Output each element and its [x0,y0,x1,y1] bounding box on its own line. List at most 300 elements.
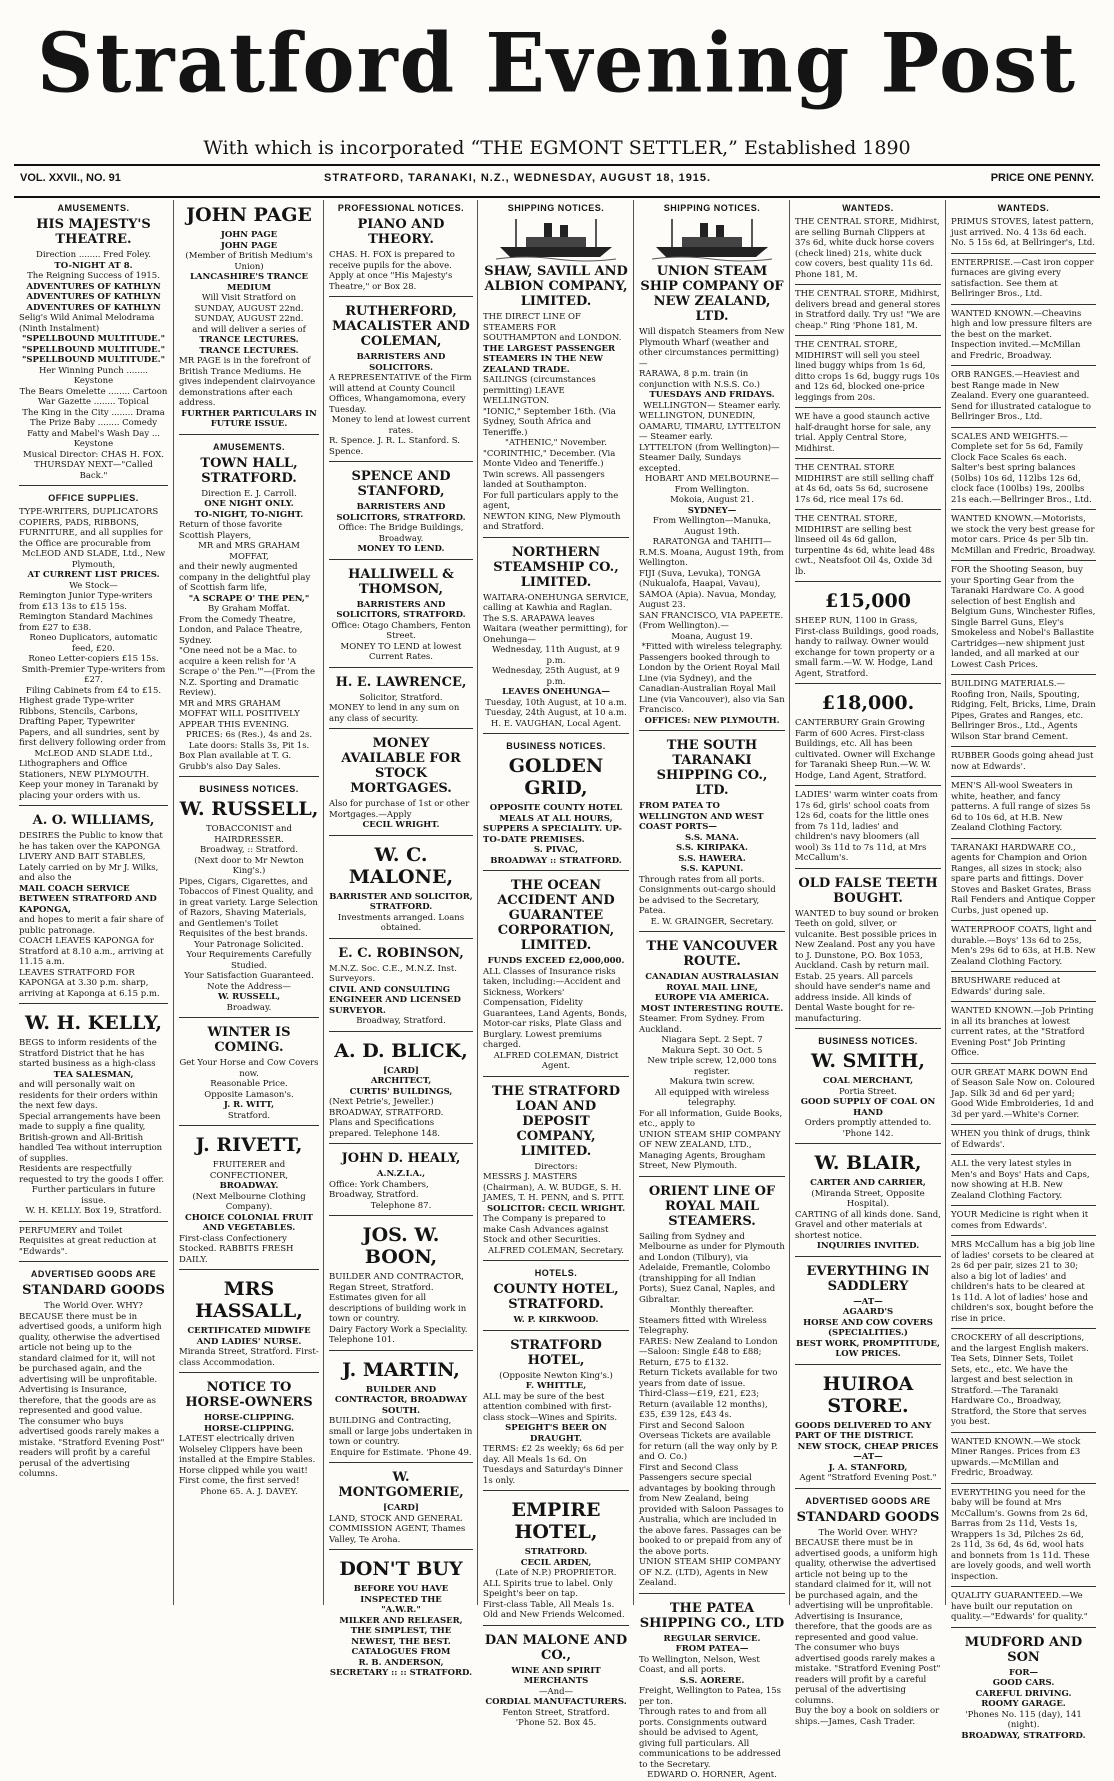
ad-text-line: PRICES: 6s (Res.), 4s and 2s. [185,730,313,740]
ad-text-line: Office: York Chambers, Broadway, Stratford. [329,1179,429,1200]
ad-text-line: PRIMUS STOVES, latest pattern, just arrived. No. 4 13s 6d each. No. 5 15s 6d, at Bellringer's, Ltd. [951,217,1096,248]
ad-text-line: "CORINTHIC," December. (Via Monte Video and Teneriffe.) [483,448,616,469]
masthead-subtitle: With which is incorporated “THE EGMONT SETTLER,” Established 1890 [203,137,911,159]
ad-text-line: The World Over. WHY? [818,1527,918,1538]
advertisement [951,427,1096,506]
advertisement [951,253,1096,300]
ad-text-line: SHEEP RUN, 1100 in Grass, First-class Buildings, good roads, handy to railway. Owner would exchange for town property or a small farm.—W. W. Hodge, Land Agent, Stratford. [795,616,939,679]
steamship-illustration [652,217,772,261]
ad-text-line: THE DIRECT LINE OF STEAMERS FOR SOUTHAMPTON and LONDON. [483,312,622,343]
advertisement [329,835,473,934]
steamship-illustration [496,217,616,261]
ad-text-line: Pipes, Cigars, Cigarettes, and Tobaccos of Finest Quality, and in great variety. Large Selection of Razors, Shaving Materials, and Gentlemen's Toilet Requisites of the best brands. [179,876,318,939]
ad-text-line: WE have a good staunch active half-draught horse for sale, any trial. Apply Central Store, Midhirst. [795,412,931,454]
ad-text-line: JOHN PAGE [220,240,278,251]
ad-text-line: ENTERPRISE.—Cast iron copper furnaces are giving every satisfaction. See them at Bellringer Bros., Ltd. [951,257,1094,299]
advertisement [951,509,1096,556]
ad-text-line: Steamer. From Sydney. From Auckland. [639,1014,765,1035]
ad-text-line: HORSE-CLIPPING. [204,1413,294,1423]
ad-text-line: Residents are respectfully requested to try the goods I offer. [19,1164,165,1185]
ad-text-line: FUNDS EXCEED £2,000,000. [487,956,625,966]
ad-text-line: First-class Table, All Meals 1s. Old and New Friends Welcomed. [483,1599,625,1620]
ad-text-line: ROOMY GARAGE. [981,1699,1066,1709]
advertisement [795,203,941,280]
ad-text-line: ALFRED COLEMAN, Secretary. [488,1245,624,1256]
advertisement [483,733,629,866]
ad-text-line: Highest grade Type-writer Ribbons, Stencils, Carbons, Drafting Paper, Typewriter Papers, and all sundries, sent by first delivery following order from [19,696,166,748]
ad-text-line: UNION STEAM SHIP COMPANY OF NEW ZEALAND, LTD., Managing Agents, Brougham Street, New Plymouth. [639,1129,781,1171]
ad-text-line: Wednesday, 25th August, at 9 p.m. [492,666,620,687]
ad-text-line: Broadway, Stratford. [356,1016,446,1026]
ad-title: STANDARD GOODS [22,1283,165,1298]
ad-text-line: Return Tickets available for two years from date of issue. [639,1368,778,1389]
ad-title: WINTER IS COMING. [207,1025,291,1055]
ad-text-line: M.N.Z. Soc. C.E., M.N.Z. Inst. Surveyors. [329,963,457,984]
ad-text-line: All equipped with wireless telegraphy. [654,1087,770,1108]
ad-text-line: Reasonable Price. [210,1079,288,1089]
advertisement [951,838,1096,917]
ad-text-line: "A.W.R." [381,1605,421,1615]
ad-text-line: Twin screws. All passengers landed at Southampton. [483,469,605,490]
column-3 [323,200,478,1678]
ad-text-line: Miranda Street, Stratford. First-class Accommodation. [179,1347,319,1368]
ad-text-line: CIVIL AND CONSULTING ENGINEER AND LICENSED SURVEYOR. [329,984,461,1016]
advertisement [795,1364,941,1484]
ad-text-line: S.S. HAWERA. [678,853,746,864]
ad-text-line: THURSDAY NEXT—"Called Back." [34,460,153,481]
ad-text-line: THE CENTRAL STORE MIDHIRST are still selling chaff at 4s 6d, oats 5s 6d, sucrosene 17s 6d, rice meal 17s 6d. [795,463,934,505]
ad-text-line: (Next Melbourne Clothing Company). [192,1191,306,1212]
ad-text-line: WANTED KNOWN.—Job Printing in all its branches at lowest current rates, at the "Stratford Evening Post" Job Printing Office. [951,1006,1094,1058]
ad-text-line: BROADWAY. [219,1181,279,1191]
ad-text-line: (Opposite Newton King's.) [499,1370,613,1381]
ad-text-line: (Next Petrie's, Jeweller.) BROADWAY, STRATFORD. [329,1097,444,1118]
ad-text-line: MAIL COACH SERVICE BETWEEN STRATFORD AND KAPONGA, [19,883,157,915]
ad-text-line: EDWARD O. HORNER, Agent. [647,1770,777,1780]
advertisement [329,667,473,725]
ad-text-line: E. W. GRAINGER, Secretary. [650,916,774,927]
advertisement [179,1372,319,1497]
ad-text-line: Passengers booked through to London by the Orient Royal Mail Line (via Sydney), and the Canadian-Australian Royal Mail Line (via Vancouver), also via San Francisco. [639,652,785,715]
ad-text-line: Will dispatch Steamers from New Plymouth Wharf (weather and other circumstances permitting)— [639,327,785,369]
volume-number: VOL. XXVII., NO. 91 [20,172,121,184]
ad-text-line: Through rates to and from all ports. Consignments outward should be advised to Agent, giving full particulars. All communications to be addressed to the Secretary. [639,1707,781,1770]
advertisement [795,407,941,454]
ad-text-line: SCALES AND WEIGHTS.—Complete set for 5s 6d, Family Clock Face Scales 6s each. Salter's best spring balances (50lbs) 10s 6d, 112lbs 12s 6d, clock face (100lbs) 19s, 200lbs 21s each.—Bellringer Bros., Ltd. [951,431,1092,505]
ad-text-line: BROADWAY, STRATFORD. [961,1730,1086,1741]
ad-text-line: LAND, STOCK AND GENERAL COMMISSION AGENT, Thames Valley, Te Aroha. [329,1513,466,1545]
ad-text-line: and will personally wait on residents for their orders within the next few days. [19,1080,158,1111]
advertisement [639,203,785,726]
ad-text-line: W. H. KELLY. Box 19, Stratford. [25,1206,162,1216]
ad-text-line: Makura Sept. 30 Oct. 5 [661,1045,763,1056]
ad-text-line: Directors: [534,1161,578,1172]
ad-title: £18,000. [821,692,915,714]
ad-text-line: BECAUSE there must be in advertised goods, a uniform high quality, otherwise the advertised article not being up to the standard claimed for it, will not be purchased again, and the advertising will be unprofitable. [795,1538,938,1611]
ad-text-line: R. B. ANDERSON, [358,1657,444,1668]
ad-text-line: MR and MRS GRAHAM MOFFAT, [198,541,300,562]
advertisement [179,1125,319,1265]
advertisement [951,1627,1096,1742]
ad-title: £15,000 [825,590,911,612]
ad-text-line: THE CENTRAL STORE, Midhirst, delivers bread and general stores in Stratford daily. Try us! "We are cheap." Ring 'Phone 181, M. [795,289,941,331]
ad-text-line: GOOD SUPPLY OF COAL ON HAND [800,1097,936,1118]
ad-text-line: FRUITERER and CONFECTIONER, [209,1160,289,1181]
advertisement [951,304,1096,362]
ad-text-line: Office: The Bridge Buildings, Broadway. [338,523,464,544]
ad-title: RUTHERFORD, MACALISTER AND COLEMAN, [332,304,470,349]
ad-text-line: Keep your money in Taranaki by placing your orders with us. [19,780,159,801]
ad-text-line: RARATONGA and TAHITI— [652,537,772,547]
ad-text-line: WATERPROOF COATS, light and durable.—Boys' 13s 6d to 25s, Men's 29s 6d to 63s, at H.B. New Zealand Clothing Factory. [951,925,1096,967]
ad-text-line: CURTIS' BUILDINGS, [349,1086,453,1097]
place-and-date: STRATFORD, TARANAKI, N.Z., WEDNESDAY, AUGUST 18, 1915. [324,172,712,184]
ad-text-line: H. E. VAUGHAN, Local Agent. [490,718,622,729]
ad-text-line: and their newly augmented company in the delightful play of Scottish farm life, [179,562,311,593]
ad-text-line: Freight, Wellington to Patea, 15s per ton. [639,1686,782,1707]
advertisement [951,1586,1096,1623]
ad-title: W. C. MALONE, [348,843,454,888]
ad-text-line: Remington Standard Machines from £27 to £38. [19,612,153,633]
ad-text-line: To Wellington, Nelson, West Coast, and all ports. [639,1654,760,1675]
ad-text-line: JOHN PAGE [220,230,278,240]
ad-text-line: EUROPE VIA AMERICA. [654,993,770,1003]
ad-text-line: Mokoia, August 21. [670,495,754,505]
ad-title: STRATFORD HOTEL, [510,1337,602,1368]
advertisement [19,1261,168,1480]
ad-text-line: For full particulars apply to the agent, [483,490,619,511]
section-heading: HOTELS. [534,1268,578,1278]
ad-text-line: Return of those favorite Scottish Players, [179,520,282,541]
ad-text-line: Investments arranged. Loans obtained. [337,912,465,933]
ad-text-line: QUALITY GUARANTEED.—We have built our reputation on quality.—"Edwards' for quality." [951,1591,1088,1622]
column-4 [477,200,634,1728]
advertisement [329,1549,473,1679]
ad-text-line: The S.S. ARAPAWA leaves Waitara (weather permitting), for Onehunga— [483,613,628,645]
section-heading: AMUSEMENTS. [57,203,130,213]
ad-text-line: S.S. AORERE. [679,1675,745,1686]
section-heading: ADVERTISED GOODS ARE [805,1495,931,1506]
advertisement [19,805,168,999]
ad-title: A. O. WILLIAMS, [32,813,155,828]
advertisement [483,1260,629,1326]
ad-text-line: Moana, August 19. [671,631,753,642]
ad-text-line: Estimates given for all descriptions of building work in town or country. [329,1293,467,1324]
ad-text-line: McLEOD AND SLADE Ltd., [34,748,153,759]
ad-text-line: [CARD] [383,1503,419,1513]
advertisement [951,560,1096,670]
ad-title: W. SMITH, [811,1050,925,1072]
advertisement [19,203,168,481]
ad-text-line: TERMS: £2 2s weekly; 6s 6d per day. All Meals 1s 6d. On Tuesdays and Saturday's Dinner 1s only. [483,1444,624,1486]
ad-text-line: MRS McCallum has a big job line of ladies' corsets to be cleared at 2s 6d per pair, sizes 21 to 30; also a big lot of ladies' and children's hats to be cleared at 1s 11d. A lot of ladies' hose and children's sox, bought before the rise in price. [951,1240,1095,1324]
ad-text-line: GOOD CARS. [992,1678,1055,1688]
ad-text-line: Remington Junior Type-writers from £13 13s to £15 15s. [19,591,153,612]
ad-text-line: FARES: New Zealand to London—Saloon: Single £48 to £88; Return, £75 to £132. [639,1336,778,1368]
advertisement [329,1462,473,1545]
ad-text-line: THE LARGEST PASSENGER STEAMERS IN THE NEW ZEALAND TRADE. [483,343,616,375]
ad-text-line: Advertising is Insurance, therefore, that the goods are as represented and good value. [19,1385,156,1416]
ad-title: EVERYTHING IN SADDLERY [806,1263,930,1294]
ad-title: J. MARTIN, [342,1358,460,1381]
ad-title: SHAW, SAVILL AND ALBION COMPANY, LIMITED. [484,264,628,309]
advertisement [639,931,785,1172]
ad-text-line: Steamers fitted with Wireless Telegraphy. [639,1315,767,1336]
ad-text-line: 'Phone 142. [842,1128,894,1139]
ad-text-line: The World Over. WHY? [44,1301,143,1311]
ad-text-line: By Graham Moffat. [207,604,291,614]
ad-text-line: FOR the Shooting Season, buy your Sporting Gear from the Taranaki Hardware Co. A good selection of best English and Belgium Guns, Winchester Rifles, Single Barrel Guns, Eley's Smokeless and Nobel's Ballastite Cartridges—new shipment just landed, and all marked at our Lowest Cash Prices. [951,565,1096,670]
ad-text-line: "One need not be a Mac. to acquire a keen relish for 'A Scrape o' the Pen.'"—(From the N.Z. Sporting and Dramatic Review). [179,646,316,698]
section-heading: SHIPPING NOTICES. [663,203,761,213]
ad-text-line: Portia Street. [839,1086,897,1097]
advertisement [179,1269,319,1368]
advertisement [795,868,941,1025]
advertisement [329,1143,473,1211]
advertisement [951,1063,1096,1121]
ad-text-line: R.M.S. Moana, August 19th, from Wellington. [639,547,784,568]
ad-text-line: DESIRES the Public to know that he has taken over the KAPONGA LIVERY AND BAIT STABLES, [19,831,163,862]
ad-text-line: W. RUSSELL, [217,992,281,1002]
ad-text-line: THE CENTRAL STORE, MIDHIRST will sell you steel lined buggy whips from 1s 6d, ditto crops 1s 6d, buggy rugs 10s and 12s 6d, blocked one-price leggings from 20s. [795,340,940,403]
ad-title: A. D. BLICK, [334,1039,468,1062]
ad-text-line: HORSE AND COW COVERS (SPECIALITIES.) [803,1317,933,1338]
ad-text-line: BROADWAY :: STRATFORD. [490,855,622,866]
ad-text-line: THE CENTRAL STORE, Midhirst, are selling Burnah Clippers at 37s 6d, white duck horse covers (check lined) 21s, white duck cow covers, best quality 11s 6d. Phone 181, M. [795,217,940,280]
ad-text-line: S.S. KIRIPAKA. [676,843,748,853]
ad-text-line: SPEIGHT'S BEER ON DRAUGHT. [505,1423,607,1444]
advertisement [951,674,1096,742]
ad-text-line: The Reigning Success of 1915. [27,271,160,281]
ad-title: MRS HASSALL, [195,1278,303,1322]
ad-text-line: From the Comedy Theatre, London, and Palace Theatre, Sydney. [179,614,303,646]
ad-text-line: TO-NIGHT AT 8. [54,260,133,271]
ad-text-line: Agent "Stratford Evening Post." [799,1473,937,1483]
ad-text-line: A.N.Z.I.A., [376,1169,426,1179]
ad-text-line: ADVENTURES OF KATHLYN [26,292,161,302]
advertisement [795,1143,941,1252]
advertisement [795,458,941,505]
ad-text-line: MEALS AT ALL HOURS, [499,813,613,824]
ad-text-line: WELLINGTON— Steamer early. [643,400,781,411]
ad-text-line: TRANCE LECTURES. [199,345,299,356]
advertisement [951,1205,1096,1231]
ad-title: COUNTY HOTEL, STRATFORD. [493,1282,619,1312]
ad-text-line: FROM PATEA TO WELLINGTON AND WEST COAST PORTS— [639,801,764,832]
ad-title: JOS. W. BOON, [362,1224,440,1268]
advertisement [951,1154,1096,1201]
ad-title: W. BLAIR, [814,1152,922,1174]
ad-text-line: MONEY TO LEND at lowest Current Rates. [340,641,462,662]
ad-title: MONEY AVAILABLE FOR STOCK MORTGAGES. [341,736,461,796]
ad-text-line: STRATFORD. [524,1547,588,1557]
section-heading: OFFICE SUPPLIES. [48,493,139,503]
ad-text-line: CORDIAL MANUFACTURERS. [485,1697,627,1707]
ad-text-line: OPPOSITE COUNTY HOTEL [489,803,623,813]
advertisement [483,203,629,533]
ad-text-line: Makura twin screw. [669,1077,755,1087]
ad-text-line: MR and MRS GRAHAM MOFFAT WILL POSITIVELY APPEAR THIS EVENING. [179,698,300,730]
ad-title: THE OCEAN ACCIDENT AND GUARANTEE CORPORATION, LIMITED. [497,878,615,953]
ad-text-line: AT CURRENT LIST PRICES. [27,570,160,580]
ad-text-line: BUILDING MATERIALS.—Roofing Iron, Nails, Spouting, Ridging, Felt, Bricks, Lime, Drain Pipes, Grates and Ranges, etc. Bellringer Bros., Ltd., Agents Wilson Star brand Cement. [951,679,1096,742]
ad-text-line: [CARD] [383,1065,419,1076]
ad-text-line: FOR— [1008,1667,1038,1678]
ad-text-line: Your Patronage Solicited. [194,939,304,950]
ad-text-line: BARRISTERS AND SOLICITORS, STRATFORD. [336,502,466,523]
ad-title: HIS MAJESTY'S THEATRE. [36,217,151,247]
ad-text-line: Office: Otago Chambers, Fenton Street. [331,620,471,641]
advertisement [483,537,629,730]
masthead [0,0,1114,140]
ad-text-line: UNION STEAM SHIP COMPANY OF N.Z. (LTD), Agents in New Zealand. [639,1557,781,1588]
ad-text-line: Also for purchase of 1st or other Mortgages.—Apply [329,799,470,820]
ad-text-line: First and Second Saloon Overseas Tickets are available for return (all the way only by P. and O. Co.) [639,1420,778,1462]
ad-text-line: (Late of N.P.) PROPRIETOR. [495,1568,617,1578]
advertisement [795,1256,941,1360]
ad-text-line: BARRISTERS AND SOLICITORS. [356,352,446,373]
ad-text-line: "A SCRAPE O' THE PEN," [188,593,310,604]
column-7 [945,200,1101,1741]
advertisement [951,365,1096,423]
ad-text-line: Special arrangements have been made to supply a fine quality, British-grown and All-British handled Tea without interruption of supplies. [19,1111,163,1164]
advertisement [329,1031,473,1140]
ad-text-line: ALFRED COLEMAN, District Agent. [493,1050,619,1071]
column-2 [173,200,324,1605]
ad-text-line: TUESDAYS AND FRIDAYS. [649,390,775,400]
ad-text-line: LEAVES ONEHUNGA— [502,687,610,697]
ad-text-line: J. A. STANFORD, [828,1462,908,1473]
ad-text-line: BEFORE YOU HAVE INSPECTED THE [353,1584,449,1605]
ad-text-line: (Miranda Street, Opposite Hospital). [811,1188,925,1209]
advertisement [329,296,473,457]
ad-text-line: War Gazette ........ Topical [38,397,149,407]
ad-text-line: —AT— [853,1452,883,1462]
ad-text-line: COAL MERCHANT, [822,1076,914,1086]
ad-text-line: Phone 65. A. J. DAVEY. [200,1486,298,1497]
ad-text-line: Her Winning Punch ........ Keystone [38,365,149,386]
ad-text-line: SYDNEY— [687,505,737,516]
ad-title: W. H. KELLY, [24,1012,163,1034]
advertisement [483,1076,629,1257]
ad-text-line: WINE AND SPIRIT MERCHANTS [511,1665,601,1686]
ad-title: NORTHERN STEAMSHIP CO., LIMITED. [493,544,619,590]
ad-text-line: Lately carried on by Mr J. Wilks, and also the [19,862,159,883]
advertisement [179,434,319,773]
advertisement [179,776,319,1013]
ad-text-line: Through rates from all ports. Consignments out-cargo should be advised to the Secretary, Patea. [639,874,776,916]
ad-text-line: TOBACCONIST and HAIRDRESSER. [206,824,292,845]
section-heading: WANTEDS. [842,203,894,213]
advertisement [951,1235,1096,1324]
ad-text-line: —AT— [853,1296,883,1307]
ad-text-line: First and Second Class Passengers secure special advantages by booking through from New Zealand, being provided with Saloon Passages to Australia, which are included in the above fares. Passages can be booked to or prepaid from any of the above ports. [639,1462,784,1557]
ad-text-line: Tuesday, 10th August, at 10 a.m. [485,697,627,708]
ad-text-line: BUILDER AND CONTRACTOR, BROADWAY SOUTH. [334,1384,468,1416]
ad-text-line: Your Satisfaction Guaranteed. [184,971,314,981]
advertisement [329,728,473,831]
ad-text-line: SECRETARY :: :: STRATFORD. [329,1668,473,1678]
ad-text-line: MEN'S All-wool Sweaters in white, heather, and fancy patterns. A full range of sizes 5s 6d to 10s 6d, at H.B. New Zealand Clothing Factory. [951,781,1091,833]
advertisement [483,1625,629,1729]
advertisement [795,683,941,781]
ad-text-line: CAREFUL DRIVING. [975,1688,1072,1699]
advertisement [795,335,941,403]
ad-text-line: Opposite Lamason's. [204,1089,294,1100]
ad-text-line: LEAVES STRATFORD FOR KAPONGA at 3.30 p.m. sharp, arriving at Kaponga at 6.15 p.m. [19,967,160,999]
ad-text-line: Solicitor, Stratford. [359,692,443,703]
ad-text-line: Note the Address— [207,981,291,992]
ad-text-line: MILKER AND RELEASER, [339,1615,463,1626]
ad-text-line: Monthly thereafter. [670,1305,754,1315]
ad-text-line: WANTED KNOWN.—Motorists, we stock the very best grease for motor cars. Price 4s per 5lb tin. McMillan and Fredric, Broadway. [951,514,1096,556]
advertisement [329,203,473,292]
advertisement [179,1017,319,1121]
ad-text-line: ALL the very latest styles in Men's and Boys' Hats and Caps, now showing at H.B. New Zealand Clothing Factory. [951,1159,1090,1201]
ad-text-line: Buy the boy a book on soldiers or ships.—James, Cash Trader. [795,1706,940,1727]
ad-text-line: Niagara Sept. 2 Sept. 7 [661,1035,763,1045]
ad-text-line: CANADIAN AUSTRALASIAN ROYAL MAIL LINE, [645,972,779,993]
ad-text-line: Fenton Street, Stratford. [502,1707,610,1718]
advertisement [951,1124,1096,1150]
newspaper-title: Stratford Evening Post [36,15,1078,112]
ad-text-line: CROCKERY of all descriptions, and the largest English makers. Tea Sets, Dinner Sets, Toilet Sets, etc., etc. We have the largest and best selection in Stratford.—The Taranaki Hardware Co., Broadway, Stratford, the Store that serves you best. [951,1333,1089,1427]
section-heading: BUSINESS NOTICES. [818,1036,918,1046]
ad-text-line: SUNDAY, AUGUST 22nd. [194,314,304,324]
ad-text-line: Stratford. [227,1110,271,1121]
ad-text-line: "ATHENIC," November. [505,438,607,448]
ad-text-line: Smith-Premier Type-writers from £27. [21,664,166,685]
ad-text-line: We Stock— [69,580,118,591]
ad-text-line: TYPE-WRITERS, DUPLICATORS COPIERS, PADS, RIBBONS, FURNITURE, and all supplies for the Office are procurable from [19,507,163,549]
ad-text-line: Telephone 87. [370,1200,432,1211]
ad-text-line: CARTER AND CARRIER, [810,1178,926,1188]
ad-title: PIANO AND THEORY. [357,217,445,247]
ad-text-line: TARANAKI HARDWARE CO., agents for Champion and Orion Ranges, all sizes in stock; also spare parts and fittings. Dover Stoves and Basket Grates, Brass Rail Fenders and Antique Copper Curbs, just opened up. [951,842,1096,916]
advertisement [795,284,941,331]
ad-text-line: WANTED KNOWN.—Cheavins high and low pressure filters are the best on the market. Inspection invited.—McMillan and Fredric, Broadway. [951,308,1092,361]
section-heading: PROFESSIONAL NOTICES. [337,203,465,213]
ad-text-line: BUILDER AND CONTRACTOR, Regan Street, Stratford. [329,1272,464,1293]
ad-text-line: NEWTON KING, New Plymouth and Stratford. [483,511,621,532]
ad-text-line: CATALOGUES FROM [351,1647,451,1657]
section-heading: WANTEDS. [997,203,1050,213]
ad-text-line: Enquire for Estimate. 'Phone 49. [330,1447,472,1458]
ad-text-line: SAILINGS (circumstances permitting) LEAVE WELLINGTON. [483,375,596,406]
ad-title: H. E. LAWRENCE, [335,674,467,690]
ad-text-line: BUILDING and Contracting, small or large jobs undertaken in town or country. [329,1416,473,1447]
ad-text-line: SUPPERS A SPECIALITY. UP-TO-DATE PREMISES. [483,824,622,845]
advertisement [795,1028,941,1139]
advertisement [329,1350,473,1459]
ad-text-line: Will Visit Stratford on [201,293,297,303]
ad-text-line: BARRISTER AND SOLICITOR, STRATFORD. [329,891,473,912]
dateline [14,164,1100,198]
column-5 [633,200,790,1780]
ad-text-line: "SPELLBOUND MULTITUDE." [21,355,166,365]
ad-text-line: NEW STOCK, CHEAP PRICES [797,1441,939,1452]
ad-text-line: WANTED to buy sound or broken Teeth on gold, silver, or vulcanite. Best possible prices in New Zealand. Post any you have to J. Dunstone, P.O. Box 1053, Auckland. Cash by return mail. Estab. 25 years. All parcels should have sender's name and address inside. All kinds of Dental Waste bought for re-manufacturing. [795,908,939,1024]
advertisement [639,730,785,927]
ad-text-line: The Bears Omelette ........ Cartoon [19,386,168,397]
ad-text-line: AGAARD'S [842,1307,894,1317]
ad-text-line: COACH LEAVES KAPONGA for Stratford at 8.10 a.m., arriving at 11.15 a.m. [19,936,164,967]
ad-text-line: THE SIMPLEST, THE NEWEST, THE BEST. [350,1626,452,1647]
ad-text-line: PERFUMERY and Toilet Requisites at great reduction at "Edwards". [19,1225,157,1257]
ad-text-line: ADVENTURES OF KATHLYN [26,281,161,292]
advertisement [795,1488,941,1728]
ad-text-line: W. P. KIRKWOOD. [513,1315,599,1325]
